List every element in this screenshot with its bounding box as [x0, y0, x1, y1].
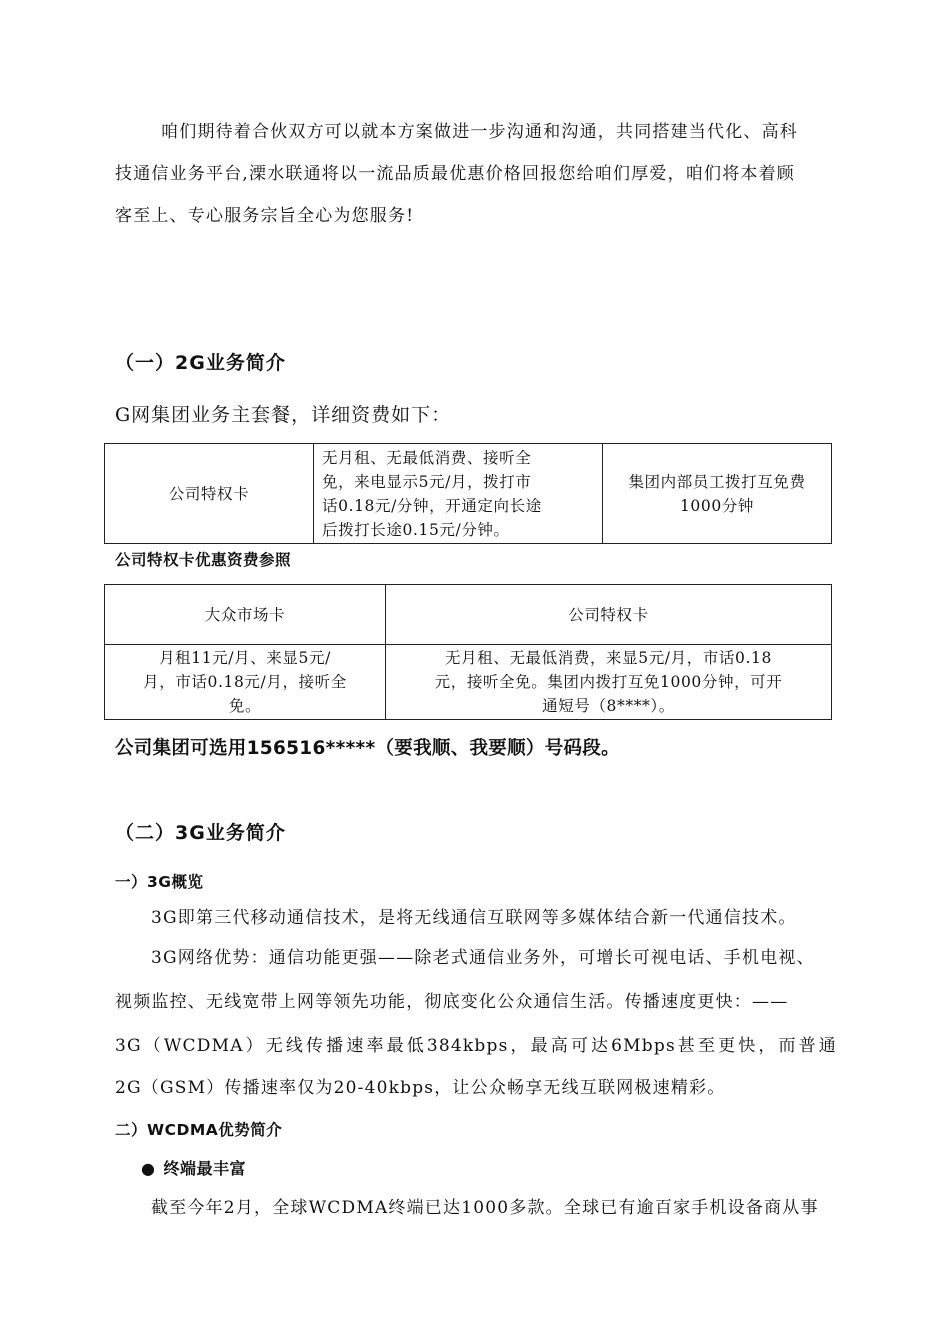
intro-line-3: 客至上、专心服务宗旨全心为您服务!: [115, 206, 415, 226]
overview-paragraph-2-line-3: 3G（WCDMA）无线传播速率最低384kbps，最高可达6Mbps甚至更快，而普通: [115, 1036, 837, 1056]
overview-paragraph-2-line-4: 2G（GSM）传播速率仅为20-40kbps，让公众畅享无线互联网极速精彩。: [115, 1078, 726, 1098]
package-rate-line: 无月租、无最低消费、接听全: [322, 448, 532, 467]
comparison-header-corporate: 公司特权卡: [386, 585, 832, 645]
package-name: 公司特权卡: [168, 484, 250, 503]
package-rate-line: 话0.18元/分钟，开通定向长途: [322, 496, 542, 515]
intro-line-1: 咱们期待着合伙双方可以就本方案做进一步沟通和沟通，共同搭建当代化、高科: [161, 122, 798, 142]
comparison-line: 免。: [228, 697, 262, 715]
comparison-cell-corporate: [386, 645, 832, 720]
bullet-icon: ●: [141, 1159, 156, 1178]
comparison-line: 元，接听全免。集团内拨打互免1000分钟，可开: [434, 673, 783, 691]
comparison-line: 月租11元/月、来显5元/: [159, 649, 331, 667]
section-2g-subheading: G网集团业务主套餐，详细资费如下：: [115, 404, 452, 426]
comparison-header-public: 大众市场卡: [105, 585, 386, 645]
section-2g-heading: （一）2G业务简介: [115, 352, 286, 374]
package-benefit-cell: [603, 444, 832, 544]
package-rate-line: 免，来电显示5元/月，拨打市: [322, 472, 532, 491]
package-benefit-line: 1000分钟: [679, 496, 755, 515]
number-segment-note: 公司集团可选用156516*****（要我顺、我要顺）号码段。: [115, 738, 620, 759]
comparison-line: 无月租、无最低消费，来显5元/月，市话0.18: [445, 649, 772, 667]
comparison-cell-public: [105, 645, 386, 720]
table2-caption: 公司特权卡优惠资费参照: [115, 551, 292, 569]
overview-heading: 一）3G概览: [115, 873, 204, 891]
bullet-item-terminals: [141, 1156, 246, 1179]
package-rate-line: 后拨打长途0.15元/分钟。: [322, 520, 510, 539]
package-table: [104, 443, 832, 544]
comparison-table: [104, 584, 832, 720]
comparison-line: 月，市话0.18元/月，接听全: [143, 673, 347, 691]
comparison-line: 通短号（8****）。: [542, 697, 675, 715]
overview-paragraph-2-line-1: 3G网络优势：通信功能更强——除老式通信业务外，可增长可视电话、手机电视、: [151, 948, 815, 968]
intro-line-2: 技通信业务平台,溧水联通将以一流品质最优惠价格回报您给咱们厚爱，咱们将本着顾: [115, 164, 796, 184]
section-3g-heading: （二）3G业务简介: [115, 822, 286, 844]
wcdma-heading: 二）WCDMA优势简介: [115, 1121, 283, 1139]
package-benefit-line: 集团内部员工拨打互免费: [628, 472, 806, 491]
bullet-label: 终端最丰富: [163, 1159, 246, 1178]
wcdma-paragraph-1: 截至今年2月，全球WCDMA终端已达1000多款。全球已有逾百家手机设备商从事: [151, 1198, 819, 1218]
overview-paragraph-2-line-2: 视频监控、无线宽带上网等领先功能，彻底变化公众通信生活。传播速度更快：——: [115, 992, 789, 1012]
package-name-cell: [105, 444, 314, 544]
overview-paragraph-1: 3G即第三代移动通信技术，是将无线通信互联网等多媒体结合新一代通信技术。: [151, 908, 797, 928]
package-rates-cell: [314, 444, 603, 544]
